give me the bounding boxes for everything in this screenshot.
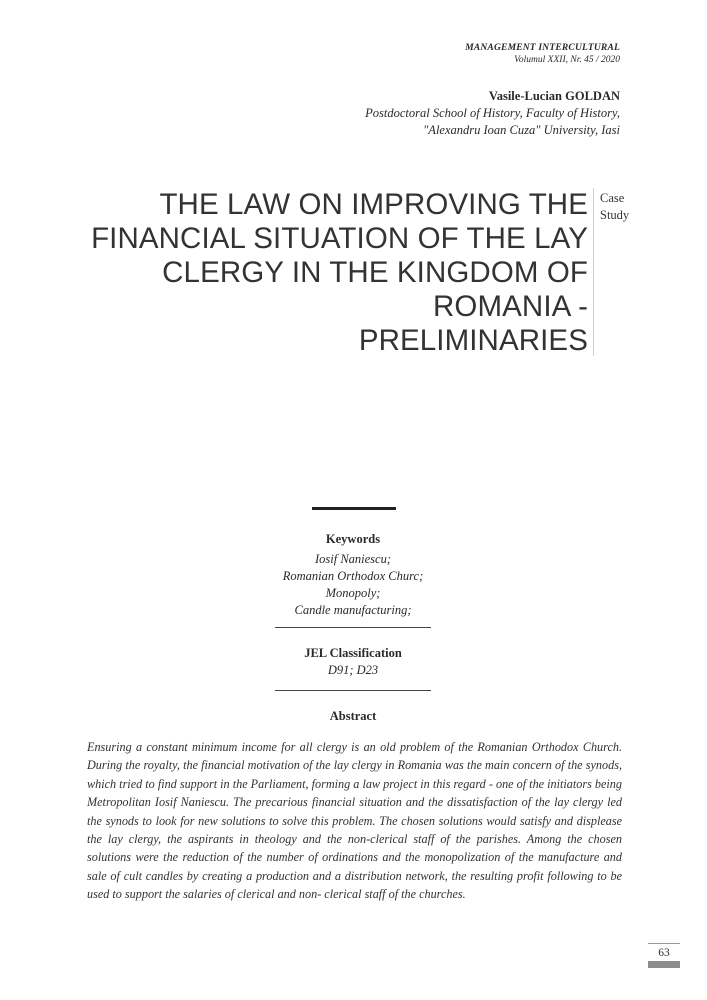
title-line: FINANCIAL SITUATION OF THE LAY [91,222,588,255]
author-name: Vasile-Lucian GOLDAN [488,89,620,103]
keywords-list [200,551,506,619]
title-line: THE LAW ON IMPROVING THE [159,188,588,221]
section-divider [312,507,396,510]
abstract-heading: Abstract [329,709,377,723]
jel-codes: D91; D23 [327,663,379,677]
keyword-item: Candle manufacturing; [294,603,412,617]
jel-divider [275,690,431,691]
author-block [365,88,620,139]
article-type [600,190,629,224]
page-number: 63 [658,947,670,959]
journal-name: MANAGEMENT INTERCULTURAL [465,43,620,53]
article-type-line: Case [600,191,625,205]
jel-heading: JEL Classification [304,646,402,660]
article-type-line: Study [600,208,630,222]
title-line: CLERGY IN THE KINGDOM OF [162,256,588,289]
title-divider [593,188,594,356]
author-affiliation-line1: Postdoctoral School of History, Faculty of History, [365,106,620,120]
page-number-box [648,943,680,968]
author-affiliation-line2: "Alexandru Ioan Cuza" University, Iasi [423,123,620,137]
page-number-bar [648,961,680,968]
keywords-divider [275,627,431,628]
title-line: ROMANIA - [433,290,588,323]
keyword-item: Iosif Naniescu; [314,552,392,566]
keywords-heading: Keywords [325,532,381,546]
title-line: PRELIMINARIES [358,324,588,357]
paper-title [88,188,588,358]
keyword-item: Monopoly; [325,586,381,600]
abstract-text: Ensuring a constant minimum income for all clergy is an old problem of the Romanian Orthodox Church. During the royalty, the financial motivation of the lay clergy in Romania was the main concern of the synods, which tried to find support in the Parliament, forming a law project in this regard - one of the initiators being Metropolitan Iosif Naniescu. The precarious financial situation and the dissatisfaction of the lay clergy led the synods to look for new solutions to solve this problem. The chosen solutions would satisfy and displease the lay clergy, the aspirants in theology and the non-clerical staff of the parishes. Among the chosen solutions were the reduction of the number of ordinations and the monopolization of the manufacture and sale of cult candles by creating a production and a distribution network, the resulting profit following to be used to support the salaries of clerical and non- clerical staff of the churches. [87,740,622,902]
keyword-item: Romanian Orthodox Churc; [282,569,424,583]
journal-header [465,42,620,66]
journal-volume: Volumul XXII, Nr. 45 / 2020 [514,55,620,65]
